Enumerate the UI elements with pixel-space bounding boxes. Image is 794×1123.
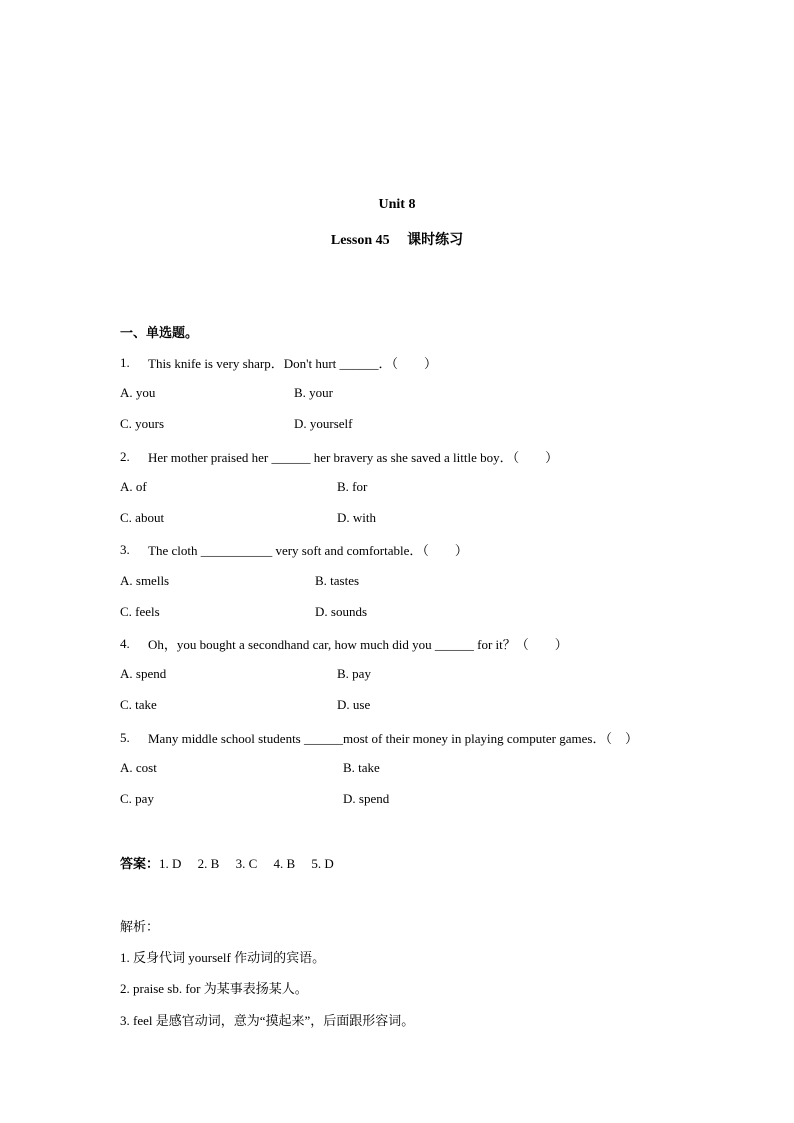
- question-stem: Many middle school students ______most of their money in playing computer games．（ ）: [148, 731, 638, 746]
- option-d: D. yourself: [294, 416, 353, 431]
- option-c: C. pay: [120, 791, 154, 806]
- question-stem: Oh，you bought a secondhand car, how much did you ______ for it？（ ）: [148, 637, 568, 652]
- question-stem: This knife is very sharp．Don't hurt ______．（ ）: [148, 356, 438, 371]
- option-a: A. you: [120, 385, 156, 400]
- answer-label: 答案：: [120, 856, 160, 871]
- option-d: D. sounds: [315, 604, 368, 619]
- option-c: C. take: [120, 697, 157, 712]
- section-title: 一、单选题。: [120, 325, 199, 340]
- question-stem: The cloth ___________ very soft and comfortable．（ ）: [148, 543, 468, 558]
- option-a: A. of: [120, 479, 147, 494]
- lesson-title: Lesson 45 课时练习: [330, 233, 464, 248]
- question-number: 5.: [120, 730, 130, 745]
- option-a: A. spend: [120, 666, 167, 681]
- question-number: 3.: [120, 542, 130, 557]
- option-b: B. pay: [337, 666, 371, 681]
- analysis-item-3: 3. feel 是感官动词，意为“摸起来”，后面跟形容词。: [120, 1013, 415, 1028]
- option-a: A. cost: [120, 760, 157, 775]
- option-b: B. take: [343, 760, 380, 775]
- option-c: C. about: [120, 510, 165, 525]
- option-d: D. use: [337, 697, 371, 712]
- analysis-item-2: 2. praise sb. for 为某事表扬某人。: [120, 981, 308, 996]
- answer-line: [120, 853, 334, 872]
- question-number: 1.: [120, 355, 130, 370]
- option-c: C. feels: [120, 604, 160, 619]
- question-stem: Her mother praised her ______ her bravery as she saved a little boy．（ ）: [148, 450, 559, 465]
- unit-title: Unit 8: [378, 197, 416, 212]
- question-number: 2.: [120, 449, 130, 464]
- option-c: C. yours: [120, 416, 165, 431]
- analysis-label: 解析：: [120, 919, 160, 934]
- option-a: A. smells: [120, 573, 170, 588]
- analysis-item-1: 1. 反身代词 yourself 作动词的宾语。: [120, 950, 326, 965]
- question-number: 4.: [120, 636, 130, 651]
- option-d: D. spend: [343, 791, 390, 806]
- answer-text: 1. D 2. B 3. C 4. B 5. D: [159, 856, 334, 871]
- option-d: D. with: [337, 510, 376, 525]
- option-b: B. for: [337, 479, 368, 494]
- option-b: B. your: [294, 385, 333, 400]
- option-b: B. tastes: [315, 573, 360, 588]
